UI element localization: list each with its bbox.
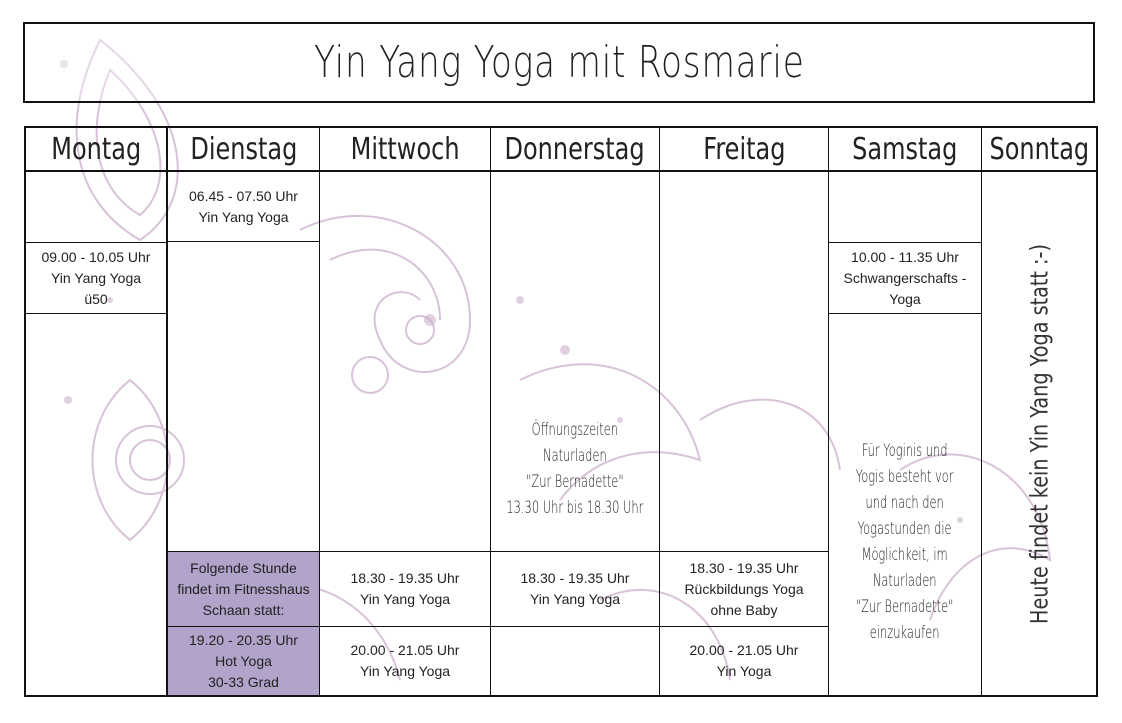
sonntag-note: Heute findet kein Yin Yang Yoga statt :-): [1025, 244, 1054, 624]
donnerstag-shop-hours: Öffnungszeiten Naturladen "Zur Bernadette" 13.30 Uhr bis 18.30 Uhr: [506, 420, 644, 518]
montag-class-1: 09.00 - 10.05 Uhr Yin Yang Yoga ü50: [41, 248, 151, 307]
header-sonntag: Sonntag: [989, 131, 1089, 167]
header-freitag: Freitag: [702, 131, 786, 167]
donnerstag-class-1: 18.30 - 19.35 Uhr Yin Yang Yoga: [520, 570, 630, 607]
freitag-class-1: 18.30 - 19.35 Uhr Rückbildungs Yoga ohne Baby: [684, 559, 804, 618]
header-donnerstag: Donnerstag: [504, 131, 646, 167]
mittwoch-class-1: 18.30 - 19.35 Uhr Yin Yang Yoga: [350, 570, 460, 607]
header-montag: Montag: [51, 131, 141, 167]
header-dienstag: Dienstag: [189, 131, 297, 167]
samstag-shop-note: Für Yoginis und Yogis besteht vor und nach den Yogastunden die Möglichkeit, im Naturladen "Zur Bernadette" einzukaufen: [856, 441, 954, 643]
dienstag-note-fitnesshaus: Folgende Stunde findet im Fitnesshaus Schaan statt:: [168, 552, 319, 626]
page-title: Yin Yang Yoga mit Rosmarie: [313, 37, 805, 88]
header-samstag: Samstag: [852, 131, 958, 167]
samstag-class-1: 10.00 - 11.35 Uhr Schwangerschafts - Yoga: [843, 248, 967, 307]
dienstag-class-hot-yoga: 19.20 - 20.35 Uhr Hot Yoga 30-33 Grad: [168, 627, 319, 695]
header-mittwoch: Mittwoch: [350, 131, 460, 167]
dienstag-class-1: 06.45 - 07.50 Uhr Yin Yang Yoga: [189, 187, 298, 225]
mittwoch-class-2: 20.00 - 21.05 Uhr Yin Yang Yoga: [350, 642, 460, 679]
freitag-class-2: 20.00 - 21.05 Uhr Yin Yoga: [689, 642, 799, 679]
